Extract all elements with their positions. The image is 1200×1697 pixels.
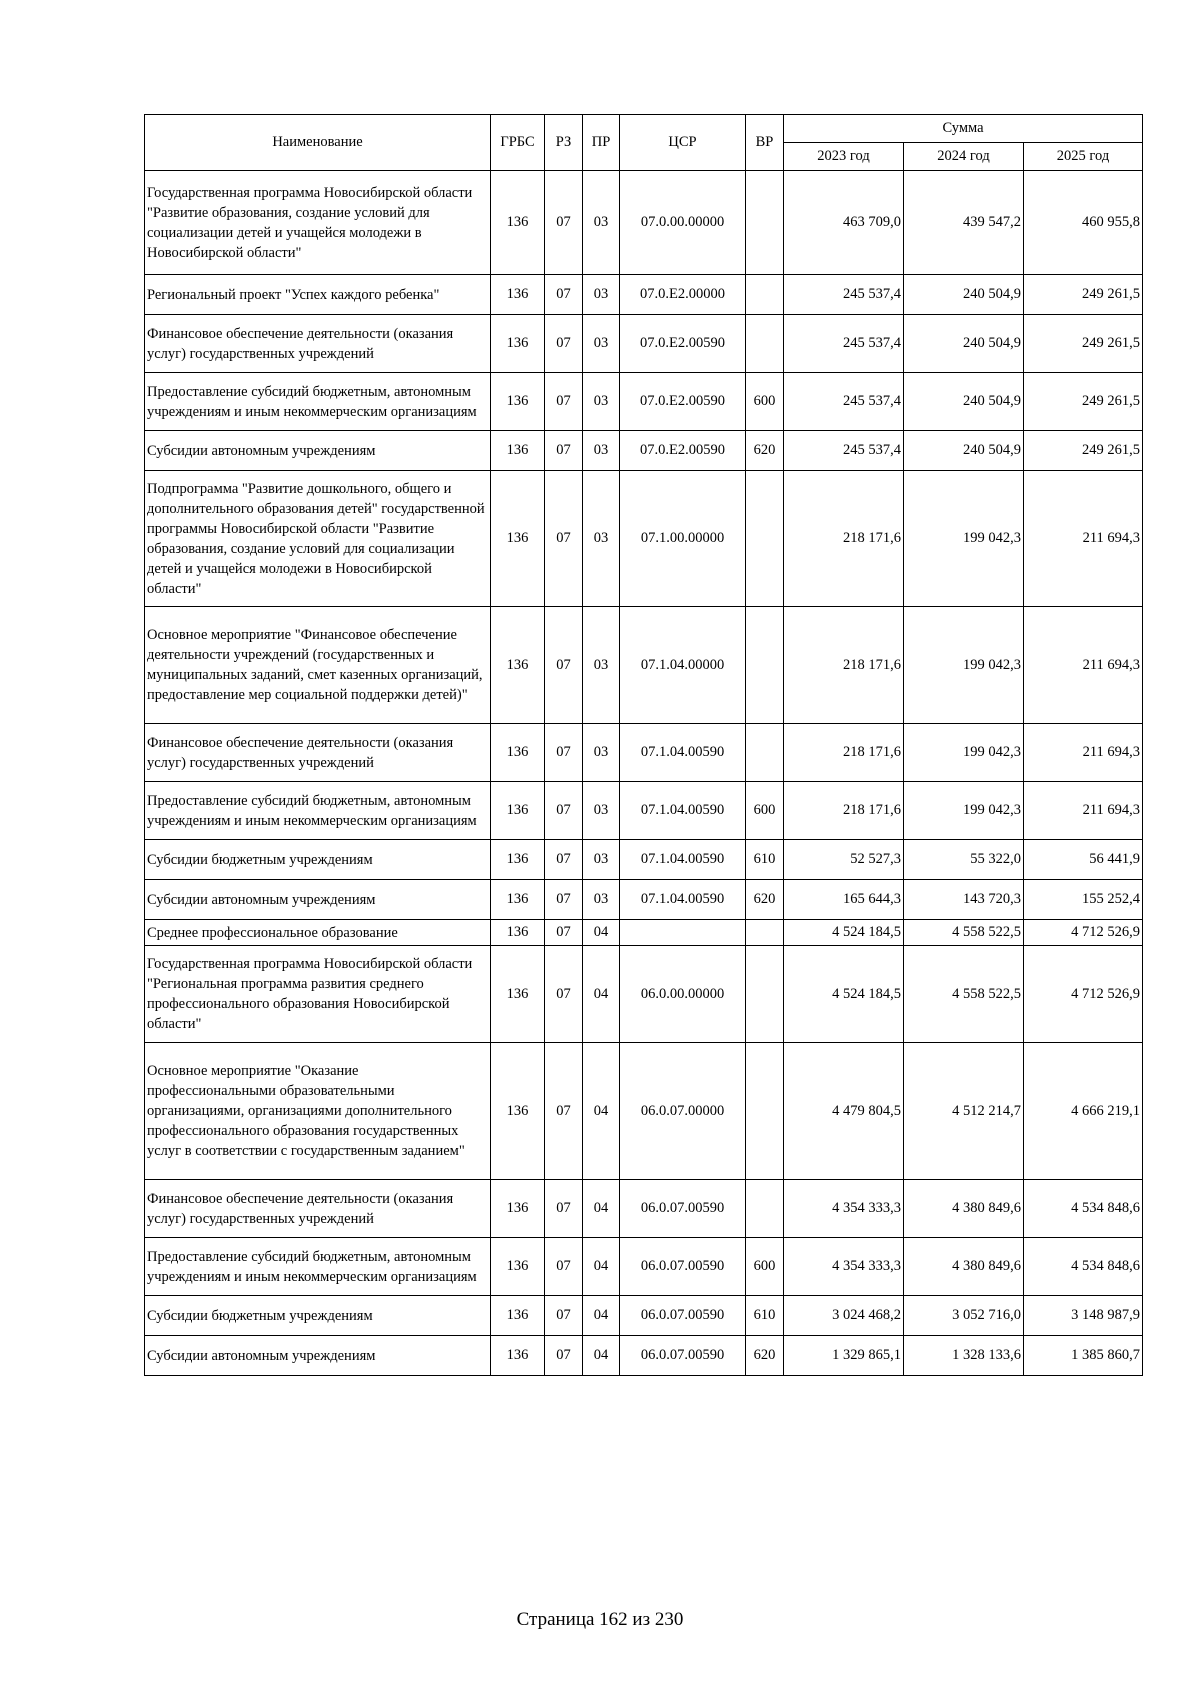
cell-sum-2024: 1 328 133,6 [904,1336,1024,1376]
cell-sum-2025: 249 261,5 [1024,431,1143,471]
cell-pr: 03 [583,880,620,920]
cell-rz: 07 [545,920,583,946]
cell-name: Предоставление субсидий бюджетным, автономным учреждениям и иным некоммерческим организациям [145,1238,491,1296]
table-row [145,782,1143,840]
cell-sum-2023: 3 024 468,2 [784,1296,904,1336]
cell-name: Предоставление субсидий бюджетным, автономным учреждениям и иным некоммерческим организациям [145,782,491,840]
cell-sum-2023: 218 171,6 [784,471,904,607]
cell-vr: 620 [746,880,784,920]
cell-grbs: 136 [491,171,545,275]
cell-pr: 03 [583,471,620,607]
cell-name: Основное мероприятие "Оказание профессиональными образовательными организациями, организациями дополнительного профессионального образования государственных услуг в соответствии с государственным заданием" [145,1043,491,1180]
cell-sum-2024: 4 512 214,7 [904,1043,1024,1180]
cell-name: Субсидии бюджетным учреждениям [145,840,491,880]
cell-sum-2023: 4 354 333,3 [784,1180,904,1238]
cell-rz: 07 [545,607,583,724]
cell-rz: 07 [545,880,583,920]
cell-sum-2023: 52 527,3 [784,840,904,880]
table-row [145,724,1143,782]
table-row [145,171,1143,275]
cell-sum-2025: 4 666 219,1 [1024,1043,1143,1180]
header-vr: ВР [746,115,784,171]
cell-sum-2024: 4 380 849,6 [904,1180,1024,1238]
cell-sum-2025: 4 712 526,9 [1024,920,1143,946]
cell-grbs: 136 [491,920,545,946]
cell-rz: 07 [545,946,583,1043]
cell-rz: 07 [545,171,583,275]
cell-csr: 07.1.04.00590 [620,724,746,782]
cell-grbs: 136 [491,946,545,1043]
cell-pr: 04 [583,946,620,1043]
cell-grbs: 136 [491,373,545,431]
cell-grbs: 136 [491,880,545,920]
cell-grbs: 136 [491,1296,545,1336]
cell-grbs: 136 [491,1238,545,1296]
cell-csr: 07.1.00.00000 [620,471,746,607]
cell-pr: 03 [583,607,620,724]
cell-csr: 07.1.04.00590 [620,880,746,920]
cell-sum-2024: 240 504,9 [904,275,1024,315]
table-row [145,920,1143,946]
cell-name: Подпрограмма "Развитие дошкольного, общего и дополнительного образования детей" государственной программы Новосибирской области "Развитие образования, создание условий для социализации детей и учащейся молодежи в Новосибирской области" [145,471,491,607]
cell-sum-2024: 3 052 716,0 [904,1296,1024,1336]
cell-pr: 03 [583,315,620,373]
header-year-2024: 2024 год [904,143,1024,171]
cell-rz: 07 [545,724,583,782]
cell-rz: 07 [545,1043,583,1180]
cell-rz: 07 [545,840,583,880]
cell-sum-2023: 4 354 333,3 [784,1238,904,1296]
header-csr: ЦСР [620,115,746,171]
cell-csr: 06.0.07.00590 [620,1180,746,1238]
cell-csr: 06.0.07.00590 [620,1336,746,1376]
cell-name: Финансовое обеспечение деятельности (оказания услуг) государственных учреждений [145,315,491,373]
cell-sum-2024: 55 322,0 [904,840,1024,880]
cell-sum-2024: 240 504,9 [904,315,1024,373]
cell-name: Финансовое обеспечение деятельности (оказания услуг) государственных учреждений [145,724,491,782]
cell-pr: 03 [583,724,620,782]
cell-rz: 07 [545,1336,583,1376]
cell-sum-2023: 245 537,4 [784,373,904,431]
cell-name: Государственная программа Новосибирской области "Региональная программа развития среднего профессионального образования Новосибирской области" [145,946,491,1043]
cell-vr: 610 [746,840,784,880]
header-grbs: ГРБС [491,115,545,171]
cell-pr: 03 [583,373,620,431]
cell-sum-2023: 218 171,6 [784,607,904,724]
cell-name: Субсидии автономным учреждениям [145,431,491,471]
cell-pr: 03 [583,782,620,840]
cell-pr: 03 [583,171,620,275]
table-row [145,431,1143,471]
cell-sum-2025: 211 694,3 [1024,471,1143,607]
cell-name: Предоставление субсидий бюджетным, автономным учреждениям и иным некоммерческим организациям [145,373,491,431]
cell-sum-2025: 1 385 860,7 [1024,1336,1143,1376]
cell-pr: 04 [583,920,620,946]
header-sum: Сумма [784,115,1143,143]
table-row [145,373,1143,431]
cell-pr: 04 [583,1180,620,1238]
cell-csr: 06.0.00.00000 [620,946,746,1043]
cell-vr [746,724,784,782]
cell-rz: 07 [545,782,583,840]
cell-pr: 03 [583,840,620,880]
budget-table [144,114,1143,1376]
cell-pr: 04 [583,1238,620,1296]
cell-vr [746,920,784,946]
cell-name: Основное мероприятие "Финансовое обеспечение деятельности учреждений (государственных и муниципальных заданий, смет казенных организаций, предоставление мер социальной поддержки детей)" [145,607,491,724]
cell-vr: 600 [746,373,784,431]
cell-csr: 07.1.04.00590 [620,840,746,880]
cell-sum-2024: 143 720,3 [904,880,1024,920]
cell-sum-2024: 4 558 522,5 [904,946,1024,1043]
cell-rz: 07 [545,471,583,607]
cell-sum-2025: 211 694,3 [1024,782,1143,840]
header-year-2023: 2023 год [784,143,904,171]
cell-vr [746,607,784,724]
cell-rz: 07 [545,1238,583,1296]
cell-vr: 610 [746,1296,784,1336]
cell-vr: 600 [746,782,784,840]
cell-sum-2025: 4 712 526,9 [1024,946,1143,1043]
cell-sum-2024: 240 504,9 [904,373,1024,431]
cell-sum-2024: 199 042,3 [904,782,1024,840]
cell-vr: 600 [746,1238,784,1296]
cell-vr [746,471,784,607]
table-row [145,1238,1143,1296]
table-row [145,275,1143,315]
cell-sum-2025: 155 252,4 [1024,880,1143,920]
table-header [145,115,1143,171]
table-row [145,1043,1143,1180]
cell-vr [746,946,784,1043]
table-row [145,1296,1143,1336]
cell-grbs: 136 [491,1180,545,1238]
cell-grbs: 136 [491,431,545,471]
cell-csr: 07.1.04.00590 [620,782,746,840]
cell-rz: 07 [545,275,583,315]
cell-sum-2024: 4 558 522,5 [904,920,1024,946]
cell-name: Среднее профессиональное образование [145,920,491,946]
cell-csr: 06.0.07.00590 [620,1296,746,1336]
cell-sum-2025: 4 534 848,6 [1024,1238,1143,1296]
cell-rz: 07 [545,315,583,373]
cell-sum-2023: 165 644,3 [784,880,904,920]
cell-vr [746,1043,784,1180]
cell-pr: 03 [583,431,620,471]
cell-vr: 620 [746,431,784,471]
cell-name: Субсидии бюджетным учреждениям [145,1296,491,1336]
cell-grbs: 136 [491,782,545,840]
cell-csr: 07.0.E2.00590 [620,373,746,431]
cell-grbs: 136 [491,275,545,315]
table-row [145,607,1143,724]
cell-sum-2023: 245 537,4 [784,431,904,471]
table-row [145,315,1143,373]
cell-grbs: 136 [491,471,545,607]
cell-csr: 06.0.07.00000 [620,1043,746,1180]
cell-sum-2025: 3 148 987,9 [1024,1296,1143,1336]
cell-sum-2024: 199 042,3 [904,471,1024,607]
cell-csr: 07.1.04.00000 [620,607,746,724]
cell-sum-2023: 245 537,4 [784,275,904,315]
cell-name: Финансовое обеспечение деятельности (оказания услуг) государственных учреждений [145,1180,491,1238]
cell-name: Субсидии автономным учреждениям [145,1336,491,1376]
cell-pr: 04 [583,1336,620,1376]
cell-sum-2025: 249 261,5 [1024,275,1143,315]
cell-sum-2025: 460 955,8 [1024,171,1143,275]
cell-vr [746,171,784,275]
cell-sum-2025: 249 261,5 [1024,373,1143,431]
cell-sum-2024: 199 042,3 [904,724,1024,782]
cell-sum-2023: 463 709,0 [784,171,904,275]
cell-grbs: 136 [491,1336,545,1376]
table-row [145,1180,1143,1238]
cell-vr [746,315,784,373]
cell-csr: 07.0.E2.00000 [620,275,746,315]
table-row [145,1336,1143,1376]
cell-pr: 04 [583,1296,620,1336]
cell-rz: 07 [545,373,583,431]
cell-pr: 04 [583,1043,620,1180]
table-row [145,946,1143,1043]
cell-csr: 07.0.E2.00590 [620,315,746,373]
cell-sum-2023: 4 524 184,5 [784,920,904,946]
cell-sum-2024: 439 547,2 [904,171,1024,275]
table-row [145,840,1143,880]
cell-sum-2025: 211 694,3 [1024,607,1143,724]
cell-sum-2025: 211 694,3 [1024,724,1143,782]
cell-csr: 06.0.07.00590 [620,1238,746,1296]
cell-vr [746,275,784,315]
cell-sum-2025: 249 261,5 [1024,315,1143,373]
cell-vr: 620 [746,1336,784,1376]
cell-sum-2025: 4 534 848,6 [1024,1180,1143,1238]
cell-name: Субсидии автономным учреждениям [145,880,491,920]
cell-grbs: 136 [491,724,545,782]
cell-grbs: 136 [491,315,545,373]
header-rz: РЗ [545,115,583,171]
cell-grbs: 136 [491,840,545,880]
cell-sum-2023: 4 479 804,5 [784,1043,904,1180]
table-row [145,471,1143,607]
cell-rz: 07 [545,1296,583,1336]
header-name: Наименование [145,115,491,171]
cell-rz: 07 [545,1180,583,1238]
cell-sum-2023: 218 171,6 [784,724,904,782]
cell-name: Государственная программа Новосибирской области "Развитие образования, создание условий для социализации детей и учащейся молодежи в Новосибирской области" [145,171,491,275]
cell-sum-2023: 218 171,6 [784,782,904,840]
cell-sum-2023: 1 329 865,1 [784,1336,904,1376]
header-pr: ПР [583,115,620,171]
cell-pr: 03 [583,275,620,315]
cell-vr [746,1180,784,1238]
table-body [145,171,1143,1376]
cell-grbs: 136 [491,1043,545,1180]
cell-sum-2024: 199 042,3 [904,607,1024,724]
cell-sum-2025: 56 441,9 [1024,840,1143,880]
cell-sum-2024: 4 380 849,6 [904,1238,1024,1296]
cell-sum-2023: 245 537,4 [784,315,904,373]
cell-grbs: 136 [491,607,545,724]
cell-csr: 07.0.E2.00590 [620,431,746,471]
table-row [145,880,1143,920]
header-year-2025: 2025 год [1024,143,1143,171]
cell-sum-2023: 4 524 184,5 [784,946,904,1043]
cell-sum-2024: 240 504,9 [904,431,1024,471]
cell-csr [620,920,746,946]
cell-rz: 07 [545,431,583,471]
cell-name: Региональный проект "Успех каждого ребенка" [145,275,491,315]
cell-csr: 07.0.00.00000 [620,171,746,275]
header-row-top [145,115,1143,143]
page-number: Страница 162 из 230 [516,1609,684,1630]
